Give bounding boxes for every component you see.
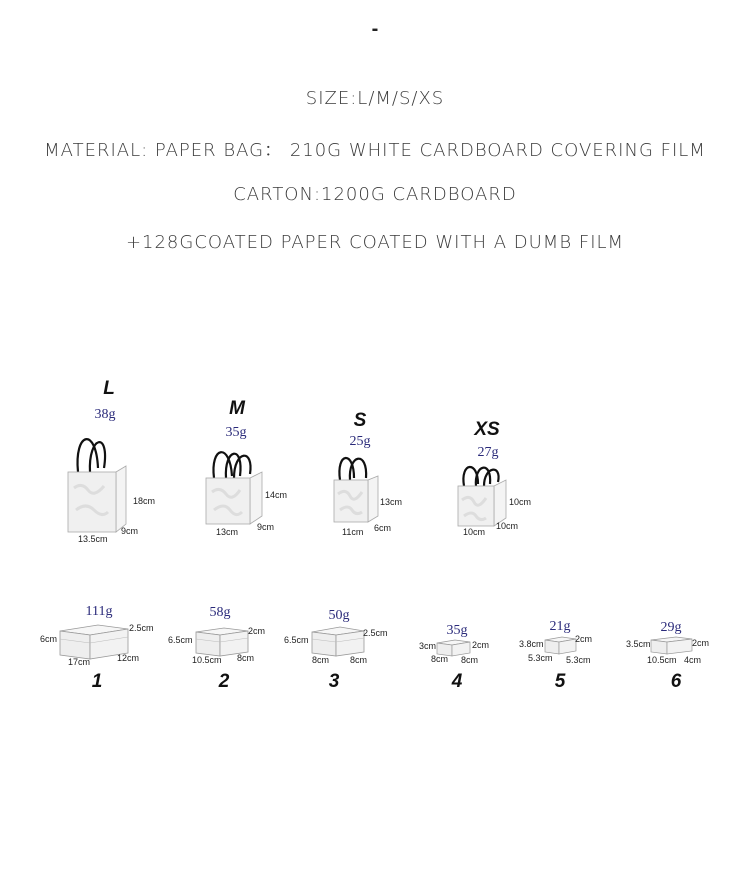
box-5-depth-dim: 5.3cm <box>566 655 591 665</box>
box-3-number: 3 <box>328 671 340 692</box>
box-2-width-dim: 10.5cm <box>192 655 222 665</box>
bag-s-illustration <box>332 452 382 524</box>
bag-xs-size-label: XS <box>474 419 500 440</box>
box-5-number: 5 <box>554 671 566 692</box>
box-4-right-dim: 2cm <box>472 640 490 650</box>
box-4-number: 4 <box>451 671 463 692</box>
box-4-depth-dim: 8cm <box>461 655 479 665</box>
box-2-number: 2 <box>218 671 230 692</box>
spec-carton-line: CARTON:1200G CARDBOARD <box>233 184 517 205</box>
bag-l-weight: 38g <box>94 407 116 422</box>
header-dash: - <box>371 18 379 40</box>
bag-m-size-label: M <box>229 398 245 419</box>
box-2-left-dim: 6.5cm <box>168 635 193 645</box>
spec-coating-line: +128GCOATED PAPER COATED WITH A DUMB FILM <box>125 232 625 253</box>
spec-size-line: SIZE:L/M/S/XS <box>305 88 445 109</box>
bag-xs-height: 10cm <box>509 497 532 507</box>
box-1-weight: 111g <box>85 604 113 619</box>
box-5-left-dim: 3.8cm <box>519 639 544 649</box>
box-4-left-dim: 3cm <box>419 641 437 651</box>
box-6-width-dim: 10.5cm <box>647 655 677 665</box>
bag-m-height: 14cm <box>265 490 288 500</box>
box-3-right-dim: 2.5cm <box>363 628 388 638</box>
bag-m-illustration <box>204 444 268 526</box>
box-3-weight: 50g <box>328 608 350 623</box>
box-4-width-dim: 8cm <box>431 654 449 664</box>
bag-l-width: 13.5cm <box>78 534 108 544</box>
box-3-illustration <box>310 622 366 658</box>
bag-s-height: 13cm <box>380 497 403 507</box>
bag-xs-depth: 10cm <box>496 521 519 531</box>
box-1-width-dim: 17cm <box>68 657 91 667</box>
box-1-depth-dim: 12cm <box>117 653 140 663</box>
bag-l-size-label: L <box>103 378 115 399</box>
box-6-depth-dim: 4cm <box>684 655 702 665</box>
bag-s-depth: 6cm <box>374 523 392 533</box>
box-4-weight: 35g <box>446 623 468 638</box>
box-1-right-dim: 2.5cm <box>129 623 154 633</box>
box-3-left-dim: 6.5cm <box>284 635 309 645</box>
box-6-right-dim: 2cm <box>692 638 710 648</box>
bag-s-weight: 25g <box>349 434 371 449</box>
box-1-number: 1 <box>91 671 103 692</box>
bag-l-height: 18cm <box>133 496 156 506</box>
box-5-weight: 21g <box>549 619 571 634</box>
box-5-width-dim: 5.3cm <box>528 653 553 663</box>
bag-s-width: 11cm <box>342 527 364 537</box>
bag-l-depth: 9cm <box>121 526 139 536</box>
bag-xs-weight: 27g <box>477 445 499 460</box>
box-2-weight: 58g <box>209 605 231 620</box>
bag-m-weight: 35g <box>225 425 247 440</box>
box-3-width-dim: 8cm <box>312 655 330 665</box>
box-1-left-dim: 6cm <box>40 634 58 644</box>
box-6-illustration <box>650 634 694 656</box>
bag-m-depth: 9cm <box>257 522 275 532</box>
box-2-right-dim: 2cm <box>248 626 266 636</box>
bag-xs-illustration <box>456 462 512 528</box>
bag-l-illustration <box>66 428 130 534</box>
bag-m-width: 13cm <box>216 527 239 537</box>
spec-material-line: MATERIAL: PAPER BAG： 210G WHITE CARDBOARD COVERING FILM <box>44 140 706 161</box>
box-6-number: 6 <box>670 671 682 692</box>
box-6-left-dim: 3.5cm <box>626 639 651 649</box>
box-3-depth-dim: 8cm <box>350 655 368 665</box>
bag-xs-width: 10cm <box>463 527 486 537</box>
box-5-right-dim: 2cm <box>575 634 593 644</box>
box-2-depth-dim: 8cm <box>237 653 255 663</box>
bag-s-size-label: S <box>353 410 367 431</box>
box-6-weight: 29g <box>660 620 682 635</box>
